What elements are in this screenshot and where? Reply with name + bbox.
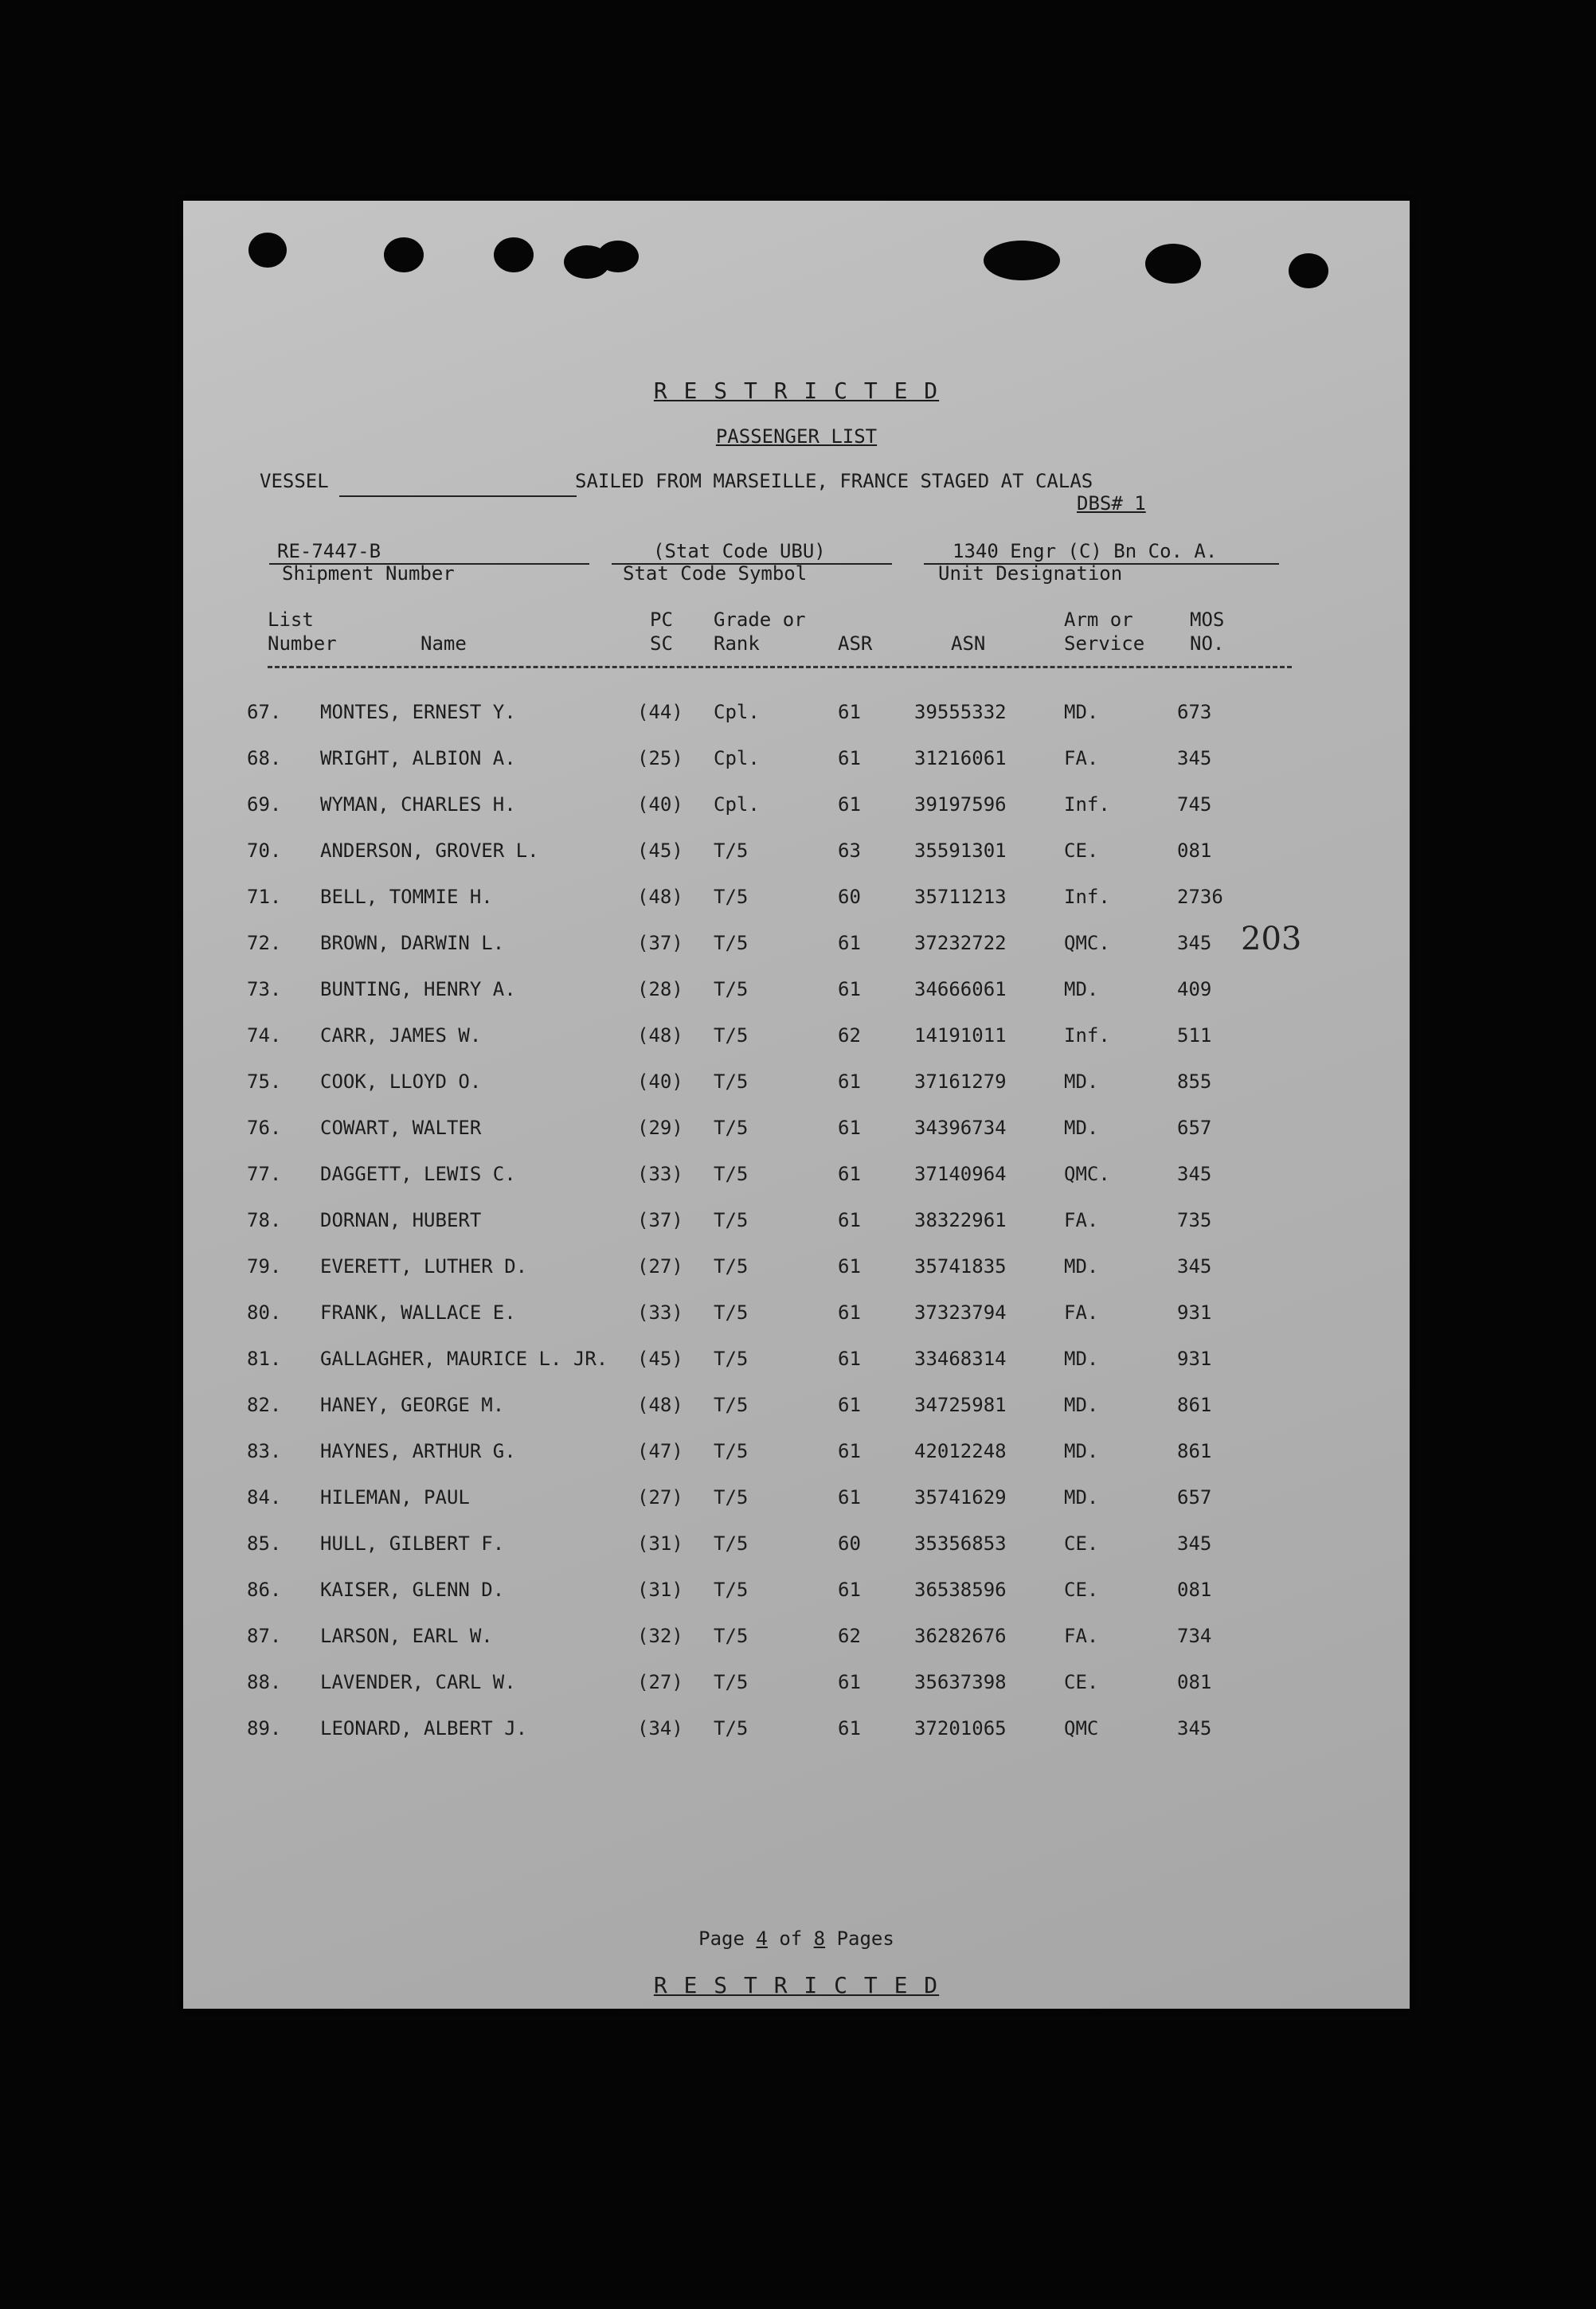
row-number: 76. [247, 1117, 282, 1139]
row-asr: 61 [838, 1486, 861, 1509]
row-arm-service: CE. [1064, 1532, 1099, 1555]
row-number: 74. [247, 1024, 282, 1047]
row-asn: 34396734 [914, 1117, 1007, 1139]
row-pc-sc: (45) [637, 839, 683, 862]
row-arm-service: QMC [1064, 1717, 1099, 1740]
row-arm-service: Inf. [1064, 793, 1110, 816]
row-pc-sc: (32) [637, 1625, 683, 1647]
row-arm-service: MD. [1064, 978, 1099, 1000]
col-arm-service: Service [1064, 632, 1145, 655]
row-grade: T/5 [714, 1255, 749, 1278]
row-name: HULL, GILBERT F. [320, 1532, 505, 1555]
table-row [183, 978, 1410, 1018]
stat-code-label: Stat Code Symbol [623, 562, 808, 585]
shipment-number-label: Shipment Number [282, 562, 455, 585]
row-grade: T/5 [714, 886, 749, 908]
row-arm-service: MD. [1064, 1394, 1099, 1416]
row-asr: 61 [838, 747, 861, 769]
row-grade: T/5 [714, 1163, 749, 1185]
row-name: KAISER, GLENN D. [320, 1579, 505, 1601]
row-asn: 35741835 [914, 1255, 1007, 1278]
row-grade: T/5 [714, 932, 749, 954]
row-asr: 61 [838, 1209, 861, 1231]
row-pc-sc: (28) [637, 978, 683, 1000]
row-pc-sc: (40) [637, 1070, 683, 1093]
row-arm-service: MD. [1064, 1117, 1099, 1139]
row-asn: 37323794 [914, 1301, 1007, 1324]
row-arm-service: CE. [1064, 1671, 1099, 1693]
row-grade: T/5 [714, 1440, 749, 1462]
row-pc-sc: (29) [637, 1117, 683, 1139]
row-pc-sc: (33) [637, 1163, 683, 1185]
row-pc-sc: (34) [637, 1717, 683, 1740]
row-arm-service: MD. [1064, 1255, 1099, 1278]
row-asn: 37140964 [914, 1163, 1007, 1185]
row-name: LAVENDER, CARL W. [320, 1671, 516, 1693]
row-asn: 35591301 [914, 839, 1007, 862]
row-asn: 35637398 [914, 1671, 1007, 1693]
row-mos: 861 [1177, 1440, 1212, 1462]
row-asr: 61 [838, 1117, 861, 1139]
page-total: 8 [813, 1927, 826, 1950]
row-number: 67. [247, 701, 282, 723]
row-pc-sc: (40) [637, 793, 683, 816]
row-number: 77. [247, 1163, 282, 1185]
punch-hole [597, 241, 639, 272]
row-grade: Cpl. [714, 747, 760, 769]
row-mos: 931 [1177, 1301, 1212, 1324]
row-arm-service: QMC. [1064, 1163, 1110, 1185]
shipment-number: RE-7447-B [277, 540, 381, 562]
row-mos: 345 [1177, 1163, 1212, 1185]
row-number: 88. [247, 1671, 282, 1693]
table-row [183, 1532, 1410, 1572]
table-row [183, 1625, 1410, 1665]
punch-hole [1145, 244, 1201, 284]
row-number: 70. [247, 839, 282, 862]
row-number: 73. [247, 978, 282, 1000]
punch-hole [1289, 253, 1328, 288]
row-arm-service: FA. [1064, 1209, 1099, 1231]
row-arm-service: CE. [1064, 1579, 1099, 1601]
row-mos: 345 [1177, 1255, 1212, 1278]
row-number: 87. [247, 1625, 282, 1647]
row-asr: 60 [838, 886, 861, 908]
row-mos: 2736 [1177, 886, 1223, 908]
row-mos: 734 [1177, 1625, 1212, 1647]
row-grade: T/5 [714, 1579, 749, 1601]
row-mos: 855 [1177, 1070, 1212, 1093]
row-name: WRIGHT, ALBION A. [320, 747, 516, 769]
row-number: 68. [247, 747, 282, 769]
col-asn: ASN [951, 632, 986, 655]
row-arm-service: MD. [1064, 1070, 1099, 1093]
row-asr: 61 [838, 1671, 861, 1693]
row-arm-service: FA. [1064, 747, 1099, 769]
row-asr: 61 [838, 1440, 861, 1462]
row-number: 82. [247, 1394, 282, 1416]
row-arm-service: FA. [1064, 1625, 1099, 1647]
row-asn: 35741629 [914, 1486, 1007, 1509]
row-name: BROWN, DARWIN L. [320, 932, 505, 954]
row-name: FRANK, WALLACE E. [320, 1301, 516, 1324]
row-grade: T/5 [714, 1394, 749, 1416]
stat-code: (Stat Code UBU) [653, 540, 826, 562]
row-name: WYMAN, CHARLES H. [320, 793, 516, 816]
row-pc-sc: (33) [637, 1301, 683, 1324]
row-grade: Cpl. [714, 701, 760, 723]
row-pc-sc: (31) [637, 1532, 683, 1555]
row-pc-sc: (45) [637, 1348, 683, 1370]
row-arm-service: Inf. [1064, 886, 1110, 908]
row-number: 75. [247, 1070, 282, 1093]
row-grade: T/5 [714, 1070, 749, 1093]
table-row [183, 1024, 1410, 1064]
row-number: 78. [247, 1209, 282, 1231]
row-arm-service: MD. [1064, 1348, 1099, 1370]
row-name: CARR, JAMES W. [320, 1024, 482, 1047]
sailed-from: SAILED FROM MARSEILLE, FRANCE STAGED AT CALAS [575, 470, 1093, 492]
row-asn: 36282676 [914, 1625, 1007, 1647]
row-asn: 37232722 [914, 932, 1007, 954]
row-grade: T/5 [714, 1532, 749, 1555]
row-name: GALLAGHER, MAURICE L. JR. [320, 1348, 608, 1370]
col-pc-sc: SC [650, 632, 673, 655]
row-asr: 61 [838, 1348, 861, 1370]
row-mos: 735 [1177, 1209, 1212, 1231]
row-number: 71. [247, 886, 282, 908]
page-prefix: Page [698, 1927, 745, 1950]
row-number: 89. [247, 1717, 282, 1740]
col-asr: ASR [838, 632, 873, 655]
col-pc-sc: PC [650, 609, 673, 631]
row-pc-sc: (31) [637, 1579, 683, 1601]
dbs-number: DBS# 1 [1077, 492, 1146, 515]
page-suffix: Pages [836, 1927, 894, 1950]
row-name: DAGGETT, LEWIS C. [320, 1163, 516, 1185]
row-pc-sc: (27) [637, 1486, 683, 1509]
row-asn: 35711213 [914, 886, 1007, 908]
row-grade: T/5 [714, 1209, 749, 1231]
row-grade: T/5 [714, 1717, 749, 1740]
row-name: LARSON, EARL W. [320, 1625, 493, 1647]
table-row [183, 1671, 1410, 1711]
row-number: 86. [247, 1579, 282, 1601]
row-mos: 673 [1177, 701, 1212, 723]
table-row [183, 1163, 1410, 1203]
col-grade: Rank [714, 632, 760, 655]
row-pc-sc: (44) [637, 701, 683, 723]
row-asn: 35356853 [914, 1532, 1007, 1555]
row-asr: 61 [838, 978, 861, 1000]
page-of: of [779, 1927, 803, 1950]
table-row [183, 1579, 1410, 1618]
row-name: MONTES, ERNEST Y. [320, 701, 516, 723]
row-arm-service: FA. [1064, 1301, 1099, 1324]
table-row [183, 932, 1410, 972]
col-name: Name [421, 632, 467, 655]
table-row [183, 839, 1410, 879]
col-list-number: List [268, 609, 314, 631]
row-mos: 861 [1177, 1394, 1212, 1416]
row-grade: T/5 [714, 1117, 749, 1139]
row-asr: 61 [838, 932, 861, 954]
col-list-number: Number [268, 632, 337, 655]
row-mos: 657 [1177, 1117, 1212, 1139]
row-mos: 081 [1177, 1671, 1212, 1693]
table-row [183, 1070, 1410, 1110]
stamped-page-number: 203 [1241, 921, 1302, 957]
row-asn: 36538596 [914, 1579, 1007, 1601]
table-row [183, 1209, 1410, 1249]
row-asr: 61 [838, 793, 861, 816]
row-asn: 38322961 [914, 1209, 1007, 1231]
page-indicator [183, 1927, 1410, 1950]
row-asn: 34725981 [914, 1394, 1007, 1416]
row-asr: 63 [838, 839, 861, 862]
row-mos: 511 [1177, 1024, 1212, 1047]
document-title: PASSENGER LIST [715, 425, 878, 448]
row-asn: 31216061 [914, 747, 1007, 769]
row-asr: 61 [838, 1579, 861, 1601]
row-asr: 61 [838, 1301, 861, 1324]
row-asr: 61 [838, 1070, 861, 1093]
table-row [183, 1440, 1410, 1480]
row-name: BUNTING, HENRY A. [320, 978, 516, 1000]
row-pc-sc: (27) [637, 1255, 683, 1278]
row-pc-sc: (48) [637, 1394, 683, 1416]
row-mos: 745 [1177, 793, 1212, 816]
row-asn: 14191011 [914, 1024, 1007, 1047]
row-arm-service: MD. [1064, 1486, 1099, 1509]
row-grade: Cpl. [714, 793, 760, 816]
row-asn: 34666061 [914, 978, 1007, 1000]
col-mos: NO. [1190, 632, 1225, 655]
row-asn: 39555332 [914, 701, 1007, 723]
row-mos: 657 [1177, 1486, 1212, 1509]
row-arm-service: Inf. [1064, 1024, 1110, 1047]
row-number: 79. [247, 1255, 282, 1278]
row-pc-sc: (37) [637, 1209, 683, 1231]
row-name: HANEY, GEORGE M. [320, 1394, 505, 1416]
row-name: COOK, LLOYD O. [320, 1070, 482, 1093]
table-row [183, 701, 1410, 741]
row-asr: 62 [838, 1625, 861, 1647]
row-grade: T/5 [714, 839, 749, 862]
restricted-footer: R E S T R I C T E D [653, 1972, 940, 1998]
row-asr: 61 [838, 1717, 861, 1740]
restricted-heading: R E S T R I C T E D [653, 378, 940, 404]
col-arm-service: Arm or [1064, 609, 1133, 631]
punch-hole [494, 237, 534, 272]
row-number: 81. [247, 1348, 282, 1370]
row-mos: 409 [1177, 978, 1212, 1000]
row-asn: 39197596 [914, 793, 1007, 816]
row-arm-service: QMC. [1064, 932, 1110, 954]
punch-hole [248, 233, 287, 268]
row-asn: 42012248 [914, 1440, 1007, 1462]
table-row [183, 747, 1410, 787]
row-name: ANDERSON, GROVER L. [320, 839, 539, 862]
row-mos: 345 [1177, 747, 1212, 769]
document-page [183, 201, 1410, 2009]
row-grade: T/5 [714, 1301, 749, 1324]
row-arm-service: MD. [1064, 701, 1099, 723]
table-row [183, 1301, 1410, 1341]
table-row [183, 793, 1410, 833]
punch-hole [984, 241, 1060, 280]
row-number: 69. [247, 793, 282, 816]
row-asr: 61 [838, 1394, 861, 1416]
row-pc-sc: (37) [637, 932, 683, 954]
row-asn: 37201065 [914, 1717, 1007, 1740]
row-grade: T/5 [714, 1671, 749, 1693]
table-row [183, 1117, 1410, 1156]
row-pc-sc: (48) [637, 1024, 683, 1047]
table-row [183, 1348, 1410, 1387]
row-pc-sc: (47) [637, 1440, 683, 1462]
row-name: DORNAN, HUBERT [320, 1209, 482, 1231]
row-mos: 931 [1177, 1348, 1212, 1370]
table-row [183, 1255, 1410, 1295]
row-asn: 33468314 [914, 1348, 1007, 1370]
row-arm-service: CE. [1064, 839, 1099, 862]
table-row [183, 1486, 1410, 1526]
punch-hole [384, 237, 424, 272]
row-asr: 60 [838, 1532, 861, 1555]
unit-designation-label: Unit Designation [938, 562, 1123, 585]
row-name: HAYNES, ARTHUR G. [320, 1440, 516, 1462]
col-grade: Grade or [714, 609, 806, 631]
row-number: 83. [247, 1440, 282, 1462]
row-grade: T/5 [714, 978, 749, 1000]
row-mos: 081 [1177, 1579, 1212, 1601]
header-divider [268, 666, 1292, 668]
row-mos: 345 [1177, 1532, 1212, 1555]
row-mos: 081 [1177, 839, 1212, 862]
row-asr: 62 [838, 1024, 861, 1047]
row-pc-sc: (27) [637, 1671, 683, 1693]
row-number: 72. [247, 932, 282, 954]
row-asr: 61 [838, 701, 861, 723]
table-row [183, 1717, 1410, 1757]
row-pc-sc: (48) [637, 886, 683, 908]
row-grade: T/5 [714, 1486, 749, 1509]
row-grade: T/5 [714, 1625, 749, 1647]
row-grade: T/5 [714, 1348, 749, 1370]
row-name: BELL, TOMMIE H. [320, 886, 493, 908]
row-pc-sc: (25) [637, 747, 683, 769]
row-arm-service: MD. [1064, 1440, 1099, 1462]
table-row [183, 1394, 1410, 1434]
row-grade: T/5 [714, 1024, 749, 1047]
row-name: HILEMAN, PAUL [320, 1486, 470, 1509]
row-number: 84. [247, 1486, 282, 1509]
col-mos: MOS [1190, 609, 1225, 631]
row-number: 80. [247, 1301, 282, 1324]
row-name: LEONARD, ALBERT J. [320, 1717, 528, 1740]
page-current: 4 [756, 1927, 768, 1950]
row-name: COWART, WALTER [320, 1117, 482, 1139]
row-name: EVERETT, LUTHER D. [320, 1255, 528, 1278]
vessel-blank-line [339, 495, 577, 497]
row-asr: 61 [838, 1255, 861, 1278]
row-mos: 345 [1177, 932, 1212, 954]
row-asr: 61 [838, 1163, 861, 1185]
vessel-label: VESSEL [260, 470, 329, 492]
row-number: 85. [247, 1532, 282, 1555]
row-asn: 37161279 [914, 1070, 1007, 1093]
table-row [183, 886, 1410, 926]
unit-designation: 1340 Engr (C) Bn Co. A. [953, 540, 1218, 562]
row-mos: 345 [1177, 1717, 1212, 1740]
